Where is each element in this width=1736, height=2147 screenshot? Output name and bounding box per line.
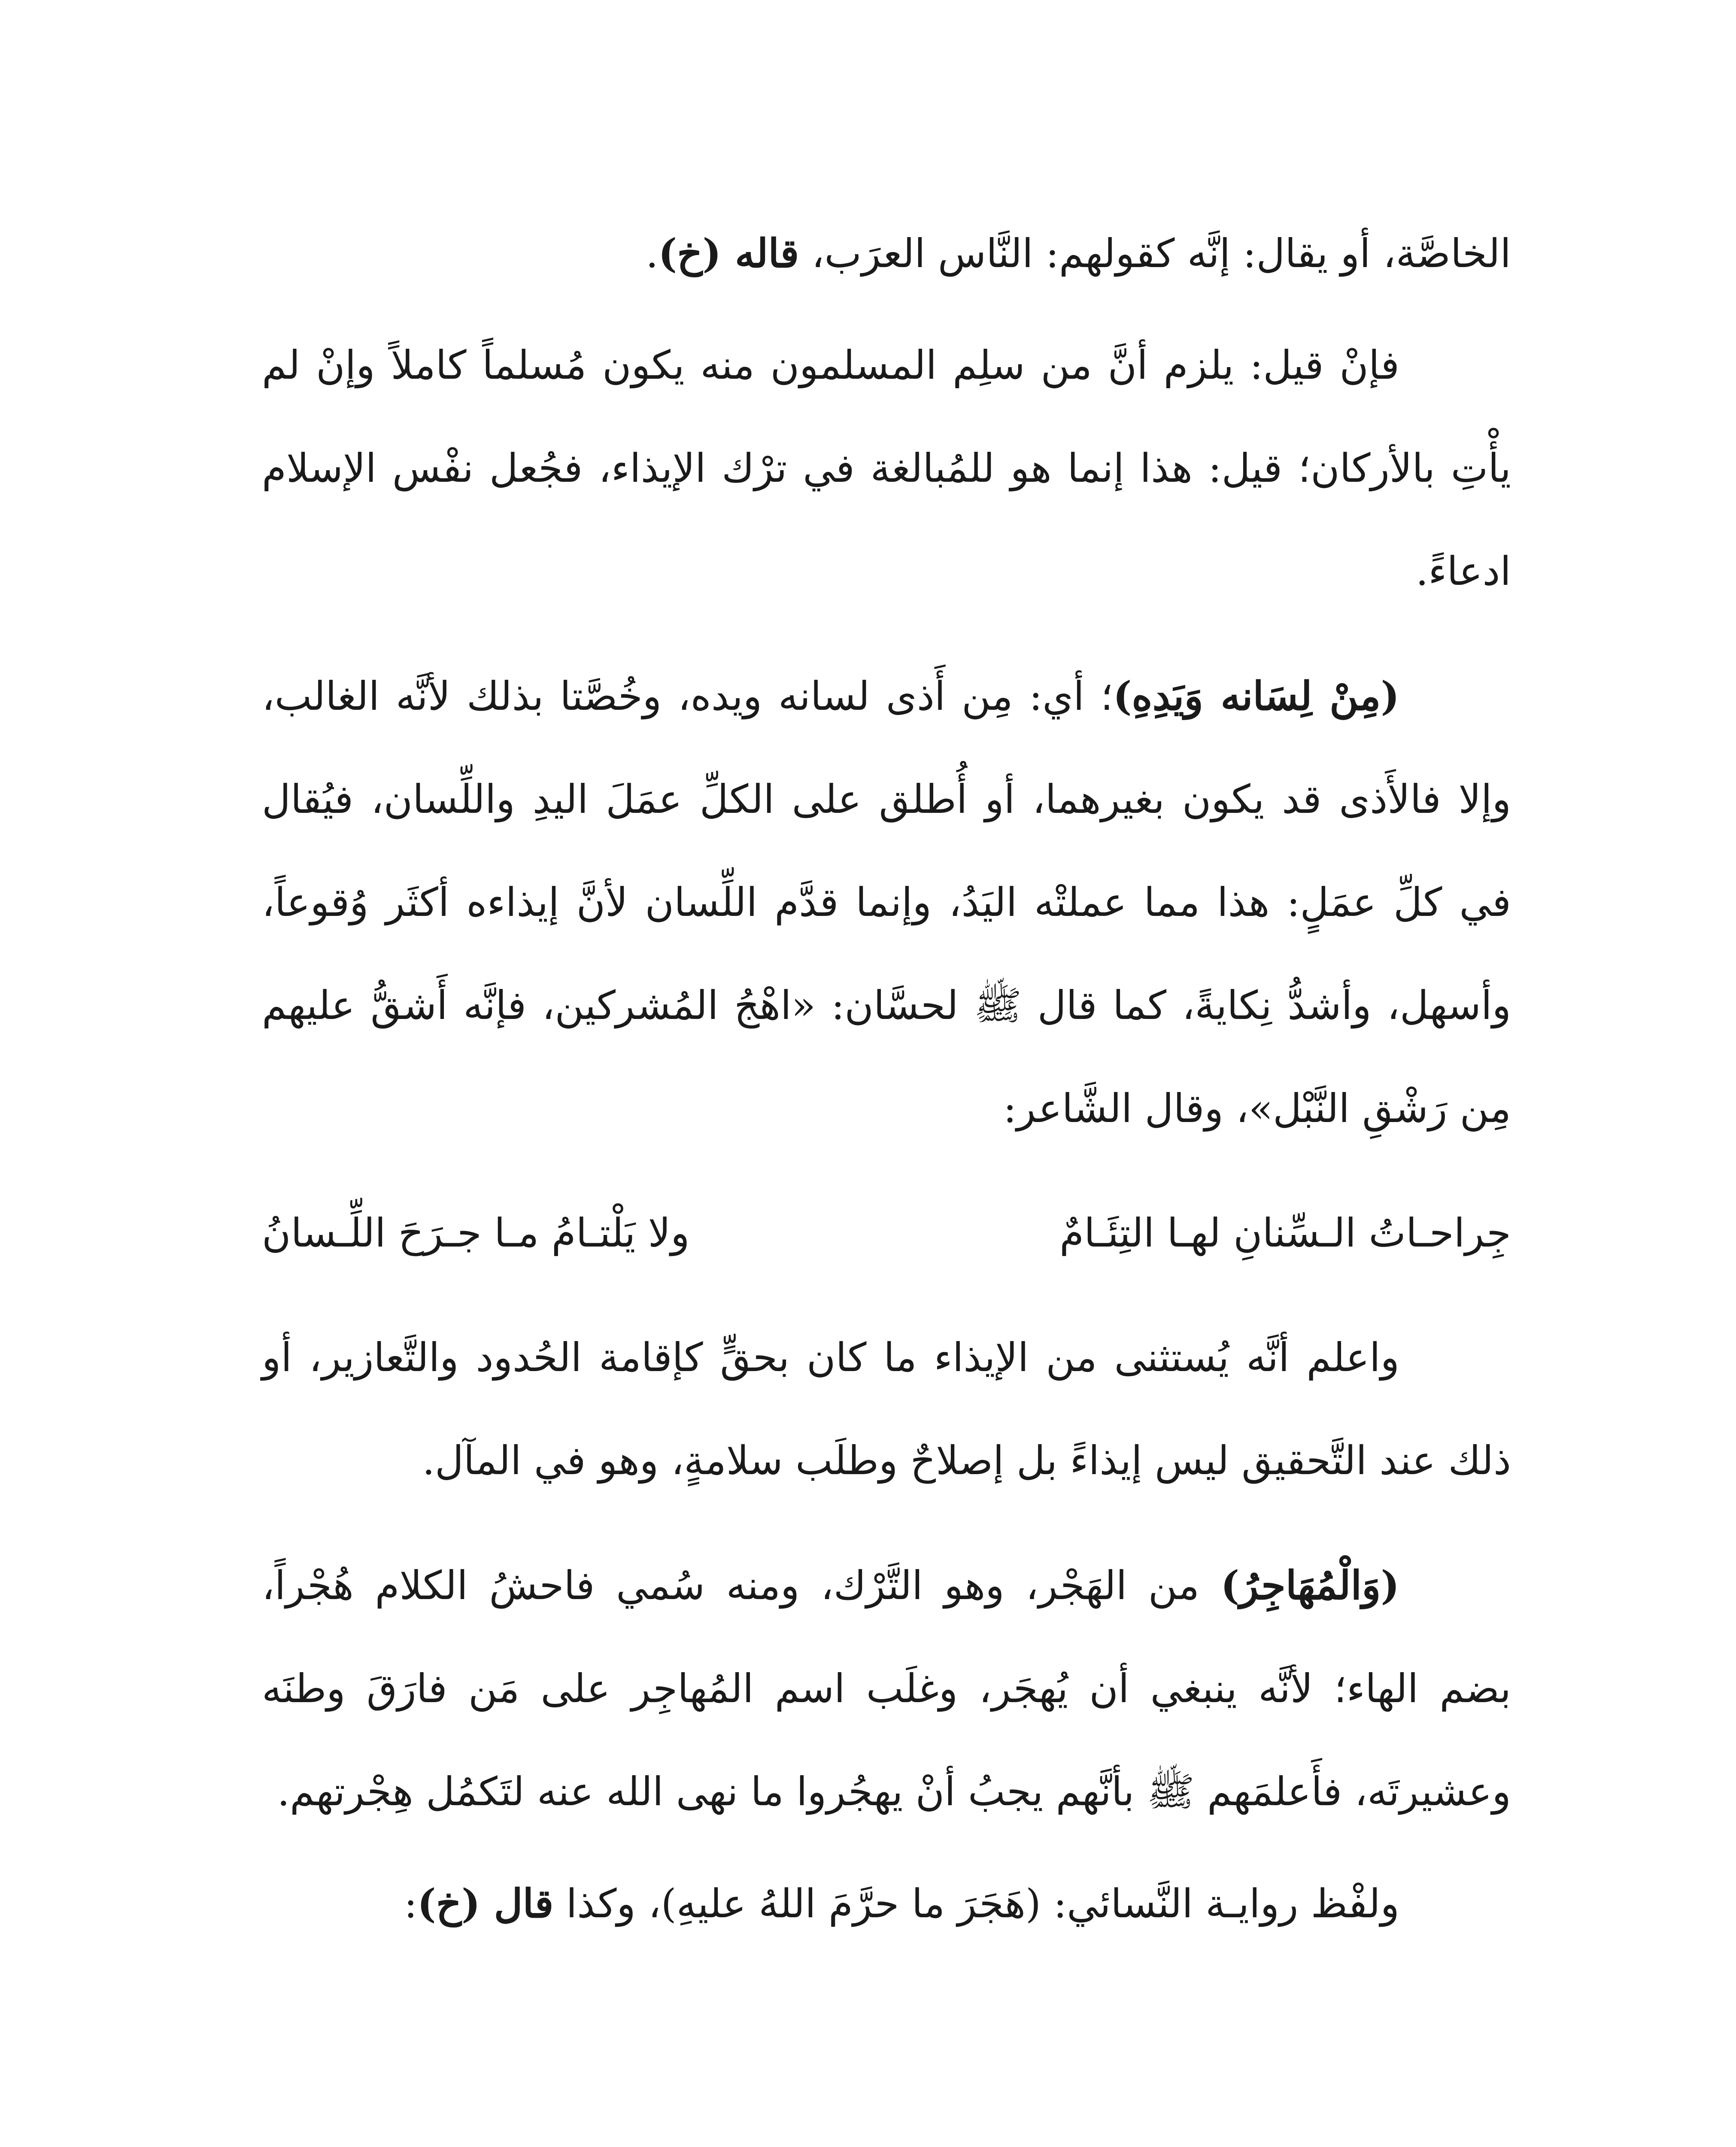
hadith-quote-muhajir: (وَالْمُهَاجِرُ) <box>1220 1562 1399 1609</box>
paragraph-2: فإنْ قيل: يلزم أنَّ من سلِم المسلمون منه يكون مُسلماً كاملاً وإنْ لم يأْتِ بالأركان؛ قيل: هذا إنما هو للمُبالغة في ترْك الإيذاء، فجُعل نفْس الإسلام ادعاءً. <box>262 342 1511 594</box>
poetry-verse <box>262 1182 1511 1285</box>
paragraph-1-text-a: الخاصَّة، أو يقال: إنَّه كقولهم: النَّاس العرَب، <box>799 231 1511 277</box>
paragraph-6-text-a: ولفْظ روايـة النَّسائي: (هَجَرَ ما حرَّمَ اللهُ عليهِ)، وكذا <box>553 1881 1399 1927</box>
verse-second-hemistich: ولا يَلْتـامُ مـا جـرَحَ اللِّـسانُ <box>262 1210 690 1256</box>
citation-kh-2: قال (خ) <box>417 1880 554 1927</box>
paragraph-6 <box>262 1852 1511 1955</box>
citation-kh: قاله (خ) <box>658 230 799 277</box>
paragraph-6-text-b: : <box>404 1881 418 1927</box>
paragraph-4: واعلم أنَّه يُستثنى من الإيذاء ما كان بحقٍّ كإقامة الحُدود والتَّعازير، أو ذلك عند التَّحقيق ليس إيذاءً بل إصلاحٌ وطلَب سلامةٍ، وهو في المآل. <box>262 1335 1511 1484</box>
paragraph-3-text: ؛ أي: مِن أَذى لسانه ويده، وخُصَّتا بذلك لأنَّه الغالب، وإلا فالأَذى قد يكون بغيرهما، أو أُطلق على الكلِّ عمَلَ اليدِ واللِّسان، فيُقال في كلِّ عمَلٍ: هذا مما عملتْه اليَدُ، وإنما قدَّم اللِّسان لأنَّ إيذاءه أكثَر وُقوعاً، وأسهل، وأشدُّ نِكايةً، كما قال ﷺ لحسَّان: «اهْجُ المُشركين، فإنَّه أَشقُّ عليهم مِن رَشْقِ النَّبْل»، وقال الشَّاعر: <box>262 673 1511 1131</box>
paragraph-5 <box>262 1534 1511 1843</box>
page-body <box>262 202 1511 2147</box>
paragraph-1-text-b: . <box>646 231 659 277</box>
hadith-quote-tongue-hand: (مِنْ لِسَانه وَيَدِهِ) <box>1113 673 1399 719</box>
paragraph-1 <box>262 202 1511 305</box>
verse-first-hemistich: جِراحـاتُ الـسِّنانِ لهـا التِئَـامٌ <box>1059 1210 1511 1256</box>
paragraph-5-text: من الهَجْر، وهو التَّرْك، ومنه سُمي فاحشُ الكلام هُجْراً، بضم الهاء؛ لأنَّه ينبغي أن يُهجَر، وغلَب اسم المُهاجِر على مَن فارَقَ وطنَه وعشيرتَه، فأَعلمَهم ﷺ بأنَّهم يجبُ أنْ يهجُروا ما نهى الله عنه لتَكمُل هِجْرتهم. <box>262 1563 1511 1815</box>
paragraph-3 <box>262 645 1511 1160</box>
